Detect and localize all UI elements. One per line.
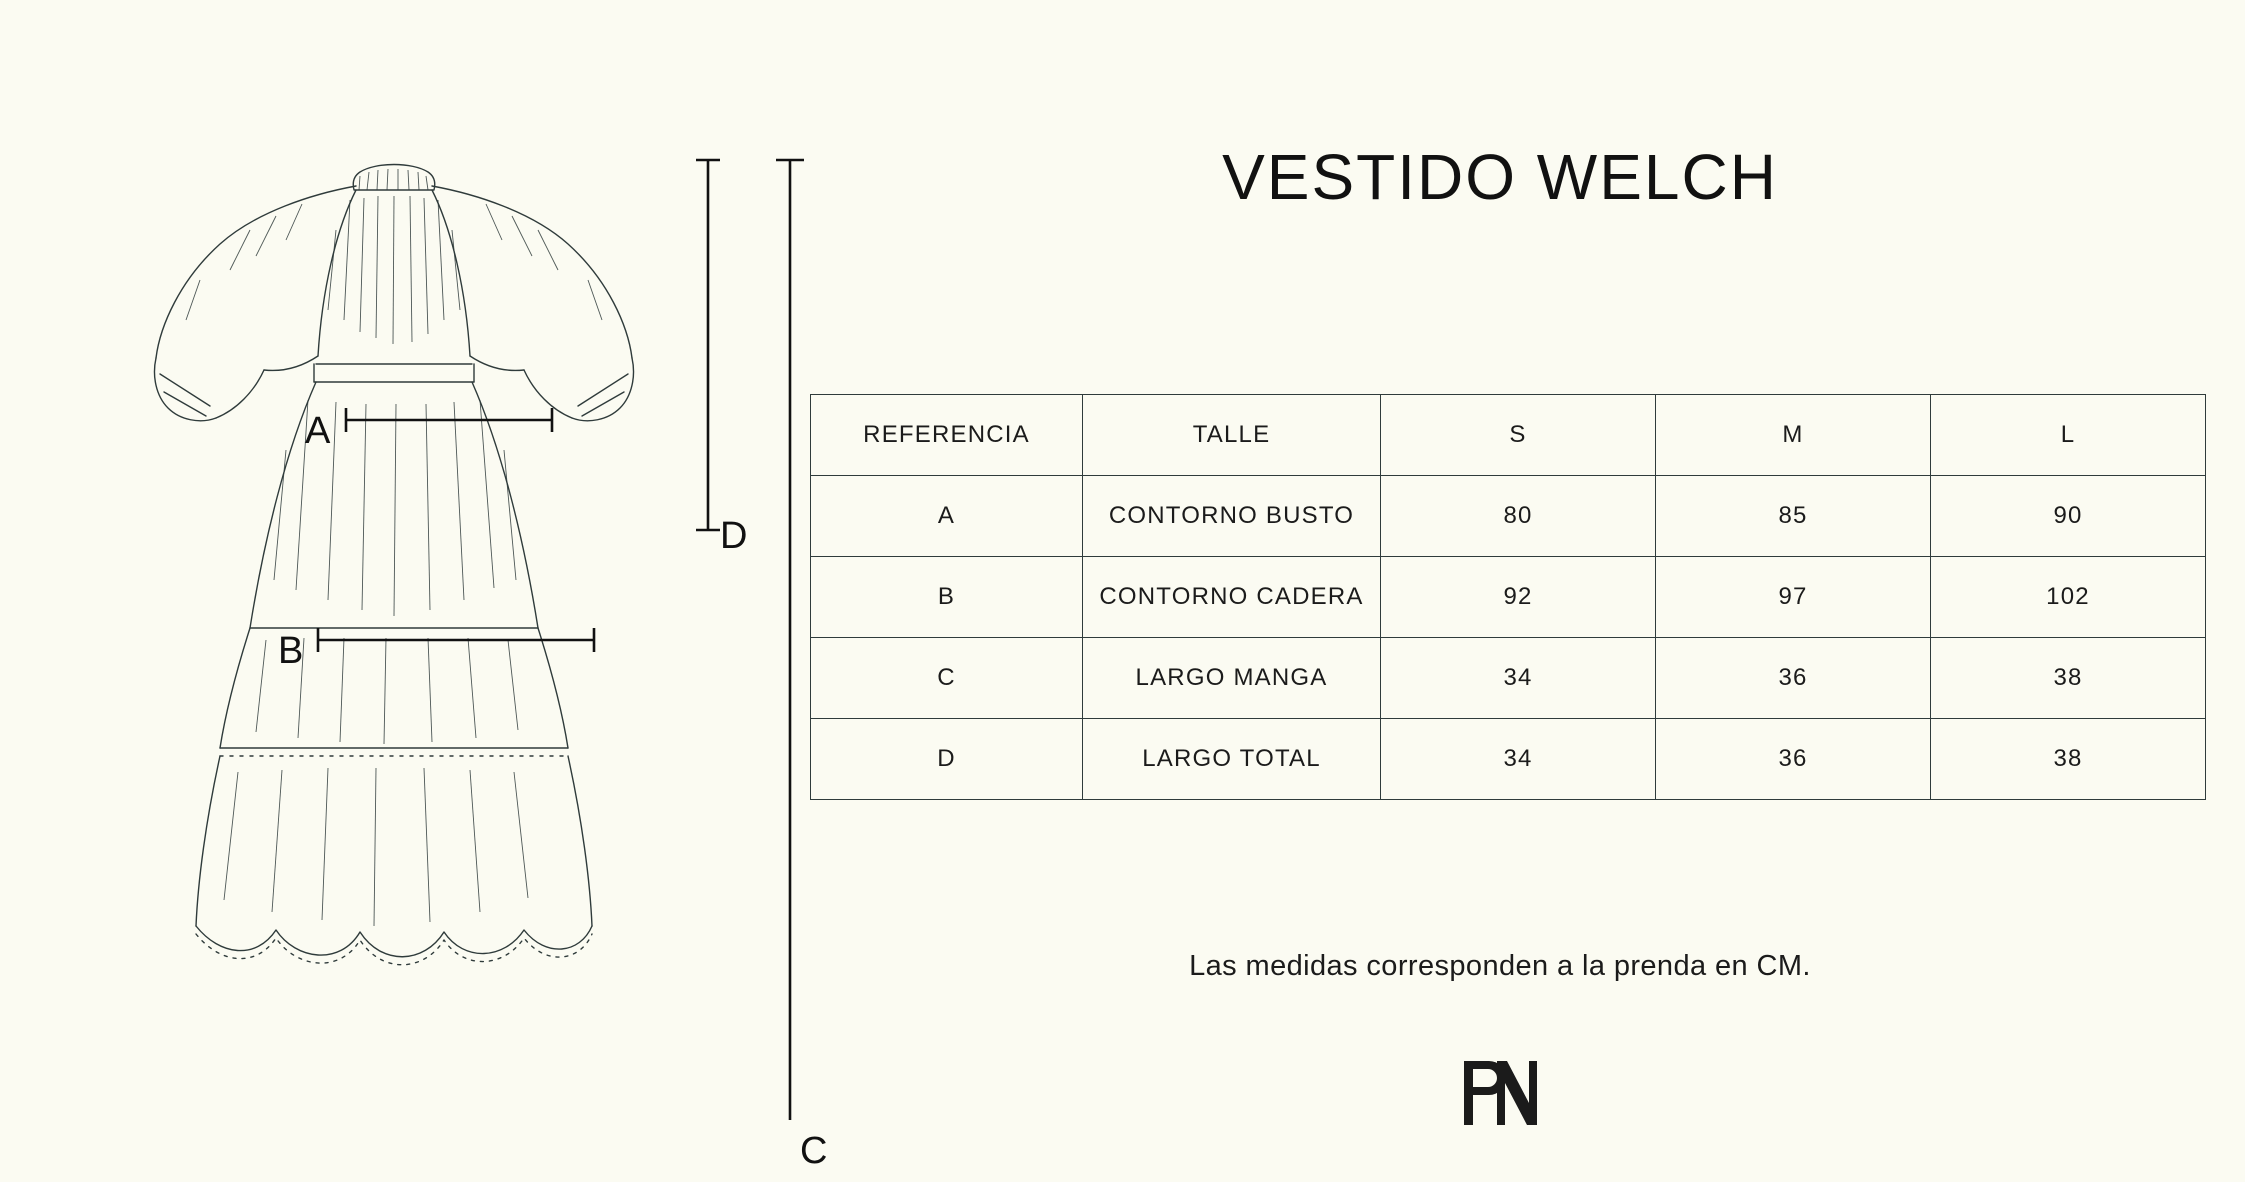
cell-size-m: 36 [1656, 719, 1931, 800]
cell-size-l: 38 [1931, 638, 2206, 719]
cell-size-m: 36 [1656, 638, 1931, 719]
measure-line-c [776, 160, 804, 1120]
measure-line-a [346, 408, 552, 432]
cell-size-m: 97 [1656, 557, 1931, 638]
page-title: VESTIDO WELCH [1222, 141, 1778, 213]
cell-size-s: 34 [1381, 719, 1656, 800]
cell-talle: LARGO MANGA [1083, 638, 1381, 719]
cell-size-s: 34 [1381, 638, 1656, 719]
measure-line-b [318, 628, 594, 652]
cell-referencia: C [811, 638, 1083, 719]
cell-talle: CONTORNO BUSTO [1083, 476, 1381, 557]
cell-referencia: A [811, 476, 1083, 557]
cell-referencia: B [811, 557, 1083, 638]
cell-talle: LARGO TOTAL [1083, 719, 1381, 800]
table-row [811, 476, 2206, 557]
table-header-row [811, 395, 2206, 476]
cell-size-l: 102 [1931, 557, 2206, 638]
garment-illustration [60, 120, 828, 1172]
cell-size-s: 80 [1381, 476, 1656, 557]
table-row [811, 557, 2206, 638]
dimension-label-b: B [278, 630, 304, 672]
cell-size-m: 85 [1656, 476, 1931, 557]
cell-referencia: D [811, 719, 1083, 800]
info-panel [810, 120, 2190, 1136]
column-header-m: M [1656, 395, 1931, 476]
measure-line-d [696, 160, 720, 530]
dimension-label-a: A [305, 410, 331, 452]
size-table [810, 394, 2206, 800]
dimension-label-c: C [800, 1130, 828, 1172]
column-header-referencia: REFERENCIA [811, 395, 1083, 476]
cell-size-l: 38 [1931, 719, 2206, 800]
measurement-note: Las medidas corresponden a la prenda en CM. [1189, 950, 1811, 982]
table-row [811, 719, 2206, 800]
column-header-l: L [1931, 395, 2206, 476]
dimension-label-d: D [720, 515, 748, 557]
cell-size-l: 90 [1931, 476, 2206, 557]
cell-talle: CONTORNO CADERA [1083, 557, 1381, 638]
table-row [811, 638, 2206, 719]
cell-size-s: 92 [1381, 557, 1656, 638]
pn-monogram-icon [1452, 1055, 1548, 1131]
brand-logo [810, 1055, 2190, 1136]
column-header-s: S [1381, 395, 1656, 476]
column-header-talle: TALLE [1083, 395, 1381, 476]
dress-technical-drawing-svg [60, 120, 820, 1120]
